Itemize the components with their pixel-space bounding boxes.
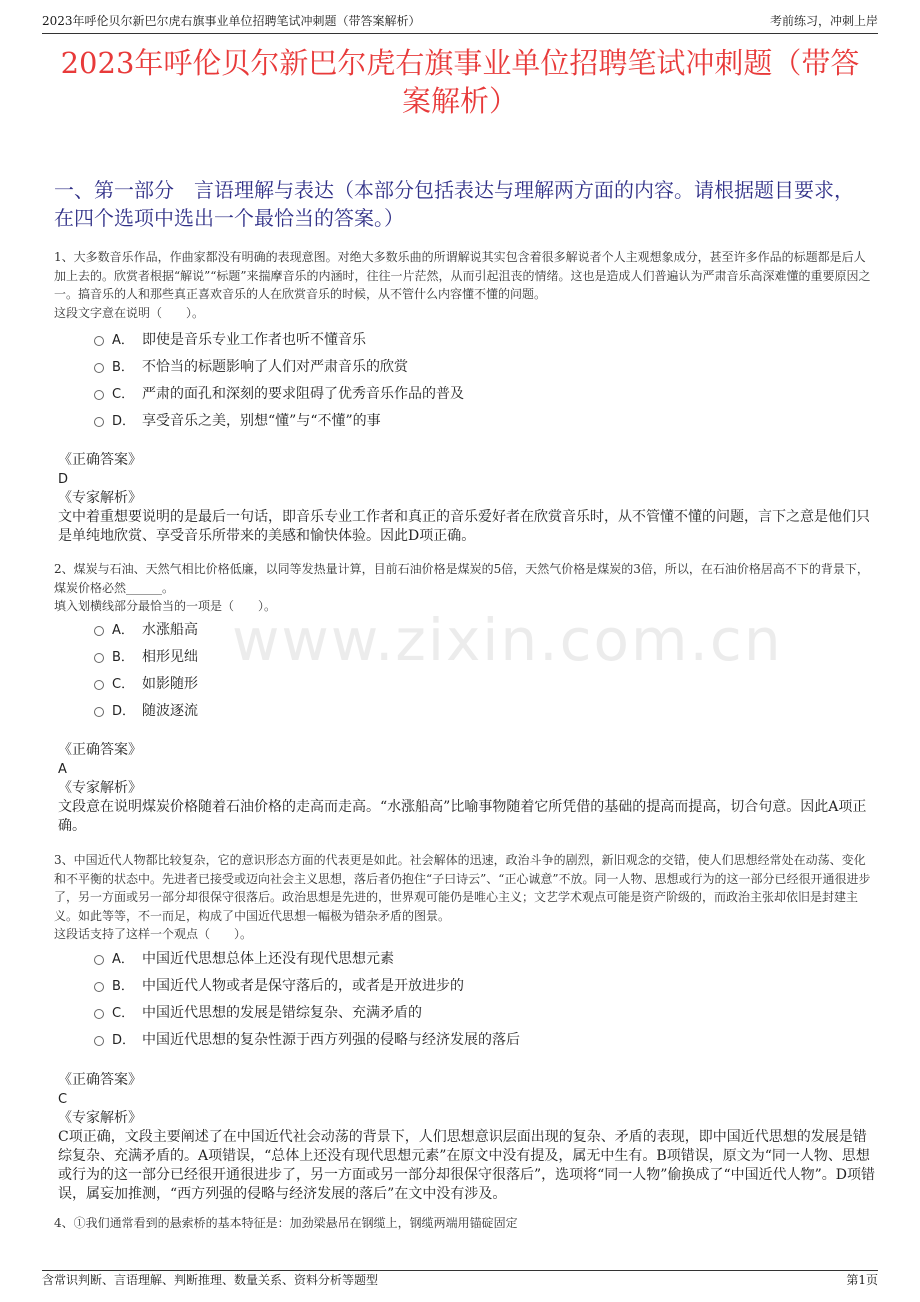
- answer-label: 《正确答案》: [58, 452, 142, 468]
- analysis-label: 《专家解析》: [58, 1110, 142, 1126]
- option-text: 如影随形: [142, 675, 198, 692]
- question-stem-text: 1、大多数音乐作品，作曲家都没有明确的表现意图。对绝大多数乐曲的所谓解说其实包含着很多解说者个人主观想象成分，甚至许多作品的标题都是后人加上去的。欣赏者根据“解说”“标题”来揣摩音乐的内涵时，往往一片茫然，从而引起沮丧的情绪。这也是造成人们普遍认为严肃音乐高深难懂的重要原因之一。搞音乐的人和那些真正喜欢音乐的人在欣赏音乐的时候，从不管什么内容懂不懂的问题。: [54, 250, 871, 301]
- option-text: 中国近代思想的复杂性源于西方列强的侵略与经济发展的落后: [142, 1031, 520, 1048]
- option-key: A．: [112, 952, 134, 967]
- radio-icon[interactable]: [94, 680, 104, 690]
- question-3-options: [94, 944, 520, 1052]
- radio-icon[interactable]: [94, 707, 104, 717]
- radio-icon[interactable]: [94, 417, 104, 427]
- option-text: 享受音乐之美，别想“懂”与“不懂”的事: [142, 412, 381, 429]
- question-prompt: 这段话支持了这样一个观点（ ）。: [54, 927, 253, 941]
- section-heading: 一、第一部分 言语理解与表达（本部分包括表达与理解两方面的内容。请根据题目要求，在四个选项中选出一个最恰当的答案。）: [54, 178, 854, 230]
- question-prompt: 这段文字意在说明（ ）。: [54, 305, 205, 320]
- question-1-stem: [54, 248, 876, 322]
- option-text: 中国近代思想的发展是错综复杂、充满矛盾的: [142, 1004, 422, 1021]
- answer-value: D: [58, 472, 69, 487]
- option-text: 中国近代思想总体上还没有现代思想元素: [142, 950, 394, 967]
- question-2-answer: [58, 741, 876, 836]
- radio-icon[interactable]: [94, 336, 104, 346]
- radio-icon[interactable]: [94, 390, 104, 400]
- option-key: A．: [112, 333, 134, 348]
- option-d[interactable]: [94, 1025, 520, 1052]
- question-3-answer: [58, 1071, 876, 1204]
- watermark: www.zixin.com.cn: [232, 606, 783, 674]
- option-text: 中国近代人物或者是保守落后的，或者是开放进步的: [142, 977, 464, 994]
- option-d[interactable]: [94, 696, 198, 723]
- option-key: C．: [112, 677, 135, 692]
- option-c[interactable]: [94, 379, 464, 406]
- option-b[interactable]: [94, 971, 520, 998]
- option-key: A．: [112, 623, 134, 638]
- analysis-text: 文段意在说明煤炭价格随着石油价格的走高而走高。“水涨船高”比喻事物随着它所凭借的基础的提高而提高，切合句意。因此A项正确。: [58, 799, 867, 834]
- page-number: 第1页: [846, 1273, 878, 1287]
- question-4-stem: [54, 1214, 876, 1233]
- option-c[interactable]: [94, 669, 198, 696]
- question-2-stem: [54, 560, 876, 616]
- option-text: 不恰当的标题影响了人们对严肃音乐的欣赏: [142, 358, 408, 375]
- question-3-stem: [54, 851, 876, 944]
- option-a[interactable]: [94, 615, 198, 642]
- analysis-label: 《专家解析》: [58, 490, 142, 506]
- option-key: D．: [112, 704, 136, 719]
- option-key: C．: [112, 387, 135, 402]
- analysis-label: 《专家解析》: [58, 780, 142, 796]
- answer-label: 《正确答案》: [58, 742, 142, 758]
- footer-question-types: 含常识判断、言语理解、判断推理、数量关系、资料分析等题型: [42, 1273, 379, 1287]
- option-a[interactable]: [94, 944, 520, 971]
- radio-icon[interactable]: [94, 1009, 104, 1019]
- answer-value: C: [58, 1092, 68, 1107]
- option-key: C．: [112, 1006, 135, 1021]
- radio-icon[interactable]: [94, 653, 104, 663]
- option-text: 相形见绌: [142, 648, 198, 665]
- radio-icon[interactable]: [94, 955, 104, 965]
- question-stem-text: 2、煤炭与石油、天然气相比价格低廉，以同等发热量计算，目前石油价格是煤炭的5倍，天然气价格是煤炭的3倍，所以，在石油价格居高不下的背景下，煤炭价格必然______。: [54, 562, 869, 595]
- header-doc-title: 2023年呼伦贝尔新巴尔虎右旗事业单位招聘笔试冲刺题（带答案解析）: [42, 14, 421, 28]
- option-b[interactable]: [94, 642, 198, 669]
- header-slogan: 考前练习，冲刺上岸: [769, 14, 878, 28]
- analysis-text: 文中着重想要说明的是最后一句话，即音乐专业工作者和真正的音乐爱好者在欣赏音乐时，从不管懂不懂的问题，言下之意是他们只是单纯地欣赏、享受音乐所带来的美感和愉快体验。因此D项正确。: [58, 509, 870, 544]
- question-stem-text: 3、中国近代人物都比较复杂，它的意识形态方面的代表更是如此。社会解体的迅速，政治斗争的剧烈，新旧观念的交错，使人们思想经常处在动荡、变化和不平衡的状态中。先进者已接受或迈向社会主义思想，落后者仍抱住“子曰诗云”、“正心诚意”不放。同一人物、思想或行为的这一部分已经很开通很进步了，另一方面或另一部分却很保守很落后。政治思想是先进的，世界观可能仍是唯心主义；文艺学术观点可能是资产阶级的，而政治主张却依旧是封建主义。如此等等，不一而足，构成了中国近代思想一幅极为错杂矛盾的图景。: [54, 853, 871, 923]
- page-footer: [42, 1270, 878, 1289]
- option-key: D．: [112, 1033, 136, 1048]
- option-text: 随波逐流: [142, 702, 198, 719]
- answer-value: A: [58, 762, 67, 777]
- radio-icon[interactable]: [94, 982, 104, 992]
- question-prompt: 填入划横线部分最恰当的一项是（ ）。: [54, 599, 277, 613]
- radio-icon[interactable]: [94, 363, 104, 373]
- option-text: 水涨船高: [142, 621, 198, 638]
- radio-icon[interactable]: [94, 626, 104, 636]
- option-b[interactable]: [94, 352, 464, 379]
- answer-label: 《正确答案》: [58, 1072, 142, 1088]
- option-key: B．: [112, 360, 134, 375]
- page-title: 2023年呼伦贝尔新巴尔虎右旗事业单位招聘笔试冲刺题（带答案解析）: [60, 46, 860, 118]
- option-key: D．: [112, 414, 136, 429]
- option-text: 即使是音乐专业工作者也听不懂音乐: [142, 331, 366, 348]
- question-1-answer: [58, 451, 876, 546]
- analysis-text: C项正确，文段主要阐述了在中国近代社会动荡的背景下，人们思想意识层面出现的复杂、矛盾的表现，即中国近代思想的发展是错综复杂、充满矛盾的。A项错误，“总体上还没有现代思想元素”在原文中没有提及，属无中生有。B项错误，原文为“同一人物、思想或行为的这一部分已经很开通很进步了，另一方面或另一部分却很保守很落后”，选项将“同一人物”偷换成了“中国近代人物”。D项错误，属妄加推测，“西方列强的侵略与经济发展的落后”在文中没有涉及。: [58, 1129, 876, 1202]
- question-stem-text: 4、①我们通常看到的悬索桥的基本特征是：加劲梁悬吊在钢缆上，钢缆两端用锚碇固定: [54, 1216, 518, 1230]
- question-1-options: [94, 325, 464, 433]
- option-c[interactable]: [94, 998, 520, 1025]
- question-2-options: [94, 615, 198, 723]
- option-key: B．: [112, 979, 134, 994]
- option-d[interactable]: [94, 406, 464, 433]
- page-header: [42, 11, 878, 34]
- option-key: B．: [112, 650, 134, 665]
- option-a[interactable]: [94, 325, 464, 352]
- option-text: 严肃的面孔和深刻的要求阻碍了优秀音乐作品的普及: [142, 385, 464, 402]
- radio-icon[interactable]: [94, 1036, 104, 1046]
